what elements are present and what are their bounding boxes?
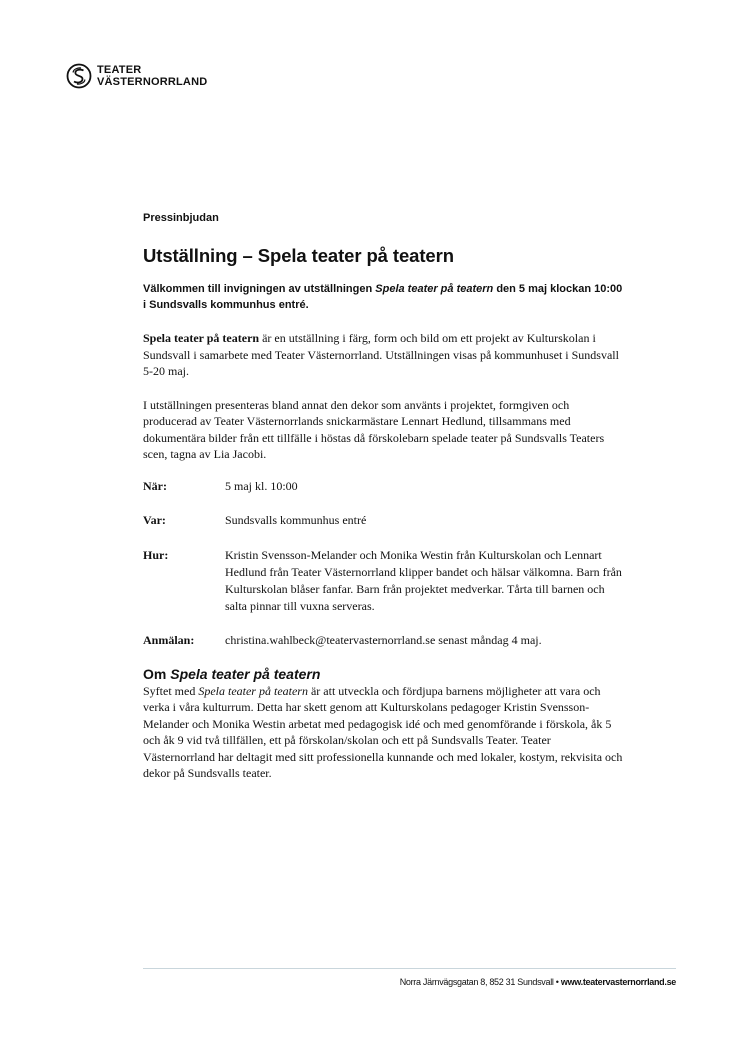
lead-paragraph: Välkommen till invigningen av utställningen Spela teater på teatern den 5 maj klockan 10:00 i Sundsvalls kommunhus entré. [143, 283, 623, 311]
footer-divider [143, 968, 676, 969]
detail-label: Var: [143, 512, 166, 527]
intro-paragraph: Spela teater på teatern är en utställning i färg, form och bild om ett projekt av Kulturskolan i Sundsvall i samarbete med Teater Västernorrland. Utställningen visas på kommunhuset i Sundsvall 5-20 maj. [143, 331, 619, 378]
intro-strong: Spela teater på teatern [143, 331, 260, 345]
footer-address: Norra Järnvägsgatan 8, 852 31 Sundsvall [399, 977, 554, 987]
logo [66, 63, 207, 89]
theater-logo-icon [66, 63, 92, 89]
detail-row-where [143, 512, 623, 529]
detail-value: christina.wahlbeck@teatervasternorrland.se senast måndag 4 maj. [225, 632, 542, 647]
lead-emphasis: Spela teater på teatern [375, 283, 494, 295]
press-release [143, 212, 623, 782]
footer [400, 977, 676, 987]
logo-line-1: TEATER [97, 64, 142, 76]
footer-separator: • [553, 977, 561, 987]
detail-value: 5 maj kl. 10:00 [225, 478, 298, 493]
page-title: Utställning – Spela teater på teatern [143, 245, 454, 266]
details-paragraph: I utställningen presenteras bland annat den dekor som använts i projektet, formgiven och producerad av Teater Västernorrlands snickarmästare Lennart Hedlund, tillsammans med dokumentära bilder från ett tillfälle i höstas då förskolebarn spelade teater på Sundsvalls Teaters scen, tagna av Lia Jacobi. [143, 397, 605, 461]
detail-value: Sundsvalls kommunhus entré [225, 512, 367, 527]
about-paragraph: Syftet med Spela teater på teatern är att utveckla och fördjupa barnens möjligheter att vara och verka i våra kulturrum. Detta har skett genom att Kulturskolans pedagoger Kristin Svensson-Melander och Monika Westin arbetat med pedagogisk idé och med genomförande i förskola, åk 5 och åk 9 vid två tillfällen, ett på förskolan/skolan och ett på Sundsvalls Teater. Teater Västernorrland har deltagit med sitt professionella kunnande och med lokaler, kostym, rekvisita och dekor på Sundsvalls teater. [143, 683, 623, 780]
detail-label: Hur: [143, 547, 169, 562]
about-emphasis: Spela teater på teatern [198, 683, 308, 698]
detail-value: Kristin Svensson-Melander och Monika Westin från Kulturskolan och Lennart Hedlund från Teater Västernorrland klipper bandet och hälsar välkomna. Barn från Kulturskolan blåser fanfar. Barn från projektet medverkar. Tårta till barnen och salta pinnar till vuxna serveras. [225, 547, 622, 613]
logo-line-2: VÄSTERNORRLAND [97, 76, 208, 88]
detail-label: Anmälan: [143, 632, 195, 647]
doc-label: Pressinbjudan [143, 212, 219, 224]
detail-row-when [143, 478, 623, 495]
detail-row-signup [143, 632, 623, 649]
footer-url[interactable]: www.teatervasternorrland.se [560, 977, 676, 987]
about-heading: Om Spela teater på teatern [143, 665, 321, 682]
detail-label: När: [143, 478, 167, 493]
detail-row-how [143, 547, 623, 615]
